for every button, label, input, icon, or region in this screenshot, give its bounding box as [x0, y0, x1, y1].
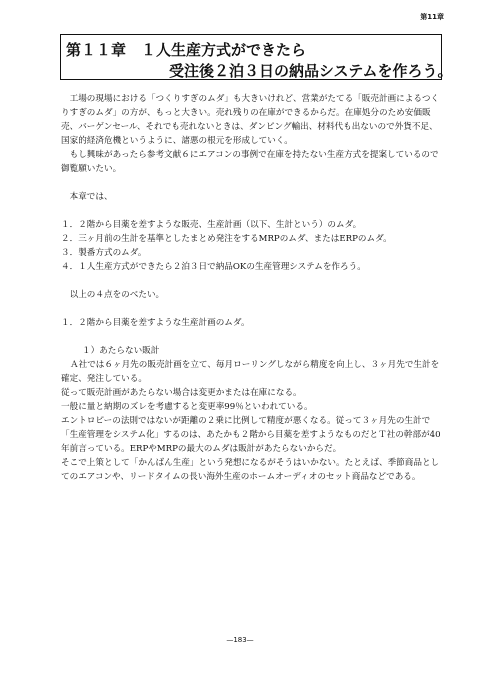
- subsection-heading: １）あたらない販計: [82, 346, 160, 356]
- section-heading: １．２階から目薬を差すような生産計画のムダ。: [61, 318, 250, 328]
- list-item-2: ２．三ヶ月前の生計を基準としたまとめ発注をするMRPのムダ、またはERPのムダ。: [61, 234, 392, 244]
- chapter-title-line-2: 受注後２泊３日の納品システムを作ろう。: [169, 62, 453, 80]
- list-item-3: ３．製番方式のムダ。: [61, 248, 147, 258]
- list-item-4: ４．１人生産方式ができたら２泊３日で納品OKの生産管理システムを作ろう。: [61, 262, 366, 272]
- body-text: [61, 92, 443, 484]
- running-header-chapter: 第11章: [420, 13, 444, 21]
- chapter-title-line-1: 第１１章 １人生産方式ができたら: [66, 41, 307, 59]
- page-number: —183—: [226, 636, 254, 644]
- chapter-title-box: [60, 34, 453, 80]
- section-paragraph-1: Ａ社では６ヶ月先の販売計画を立て、毎月ローリングしながら精度を向上し、３ヶ月先で生計を確定、発注している。: [61, 360, 440, 384]
- intro-paragraph: 工場の現場における「つくりすぎのムダ」も大きいけれど、営業がたてる「販売計画によるつくりすぎのムダ」の方が、もっと大きい。売れ残りの在庫ができるからだ。在庫処分のため安価販売、バーゲンセール、それでも売れないときは、ダンピング輸出、材料代も出ないので外貨不足、国家的経済危機というように、諸悪の根元を形成していく。: [61, 94, 440, 146]
- section-paragraph-4: エントロピーの法則ではないが距離の２乗に比例して精度が悪くなる。従って３ヶ月先の生計で「生産管理をシステム化」するのは、あたかも２階から目薬を差すようなものだとＴ社の幹部が40年前言っている。ERPやMRPの最大のムダは販計があたらないからだ。: [61, 416, 441, 454]
- summary-sentence: 以上の４点をのべたい。: [69, 290, 165, 300]
- section-paragraph-3: 一般に量と納期のズレを考慮すると変更率99％といわれている。: [61, 402, 313, 412]
- list-item-1: １．２階から目薬を差すような販売、生産計画（以下、生計という）のムダ。: [61, 220, 362, 230]
- reference-paragraph: もし興味があったら参考文献６にエアコンの事例で在庫を持たない生産方式を提案しているので御覧願いたい。: [61, 150, 439, 174]
- section-paragraph-2: 従って販売計画があたらない場合は変更かまたは在庫になる。: [61, 388, 302, 398]
- chapter-lead: 本章では、: [69, 192, 113, 202]
- section-paragraph-5: そこで上策として「かんばん生産」という発想になるがそうはいかない。たとえば、季節商品としてのエアコンや、リードタイムの長い海外生産のホームオーディオのセット商品などである。: [61, 458, 440, 482]
